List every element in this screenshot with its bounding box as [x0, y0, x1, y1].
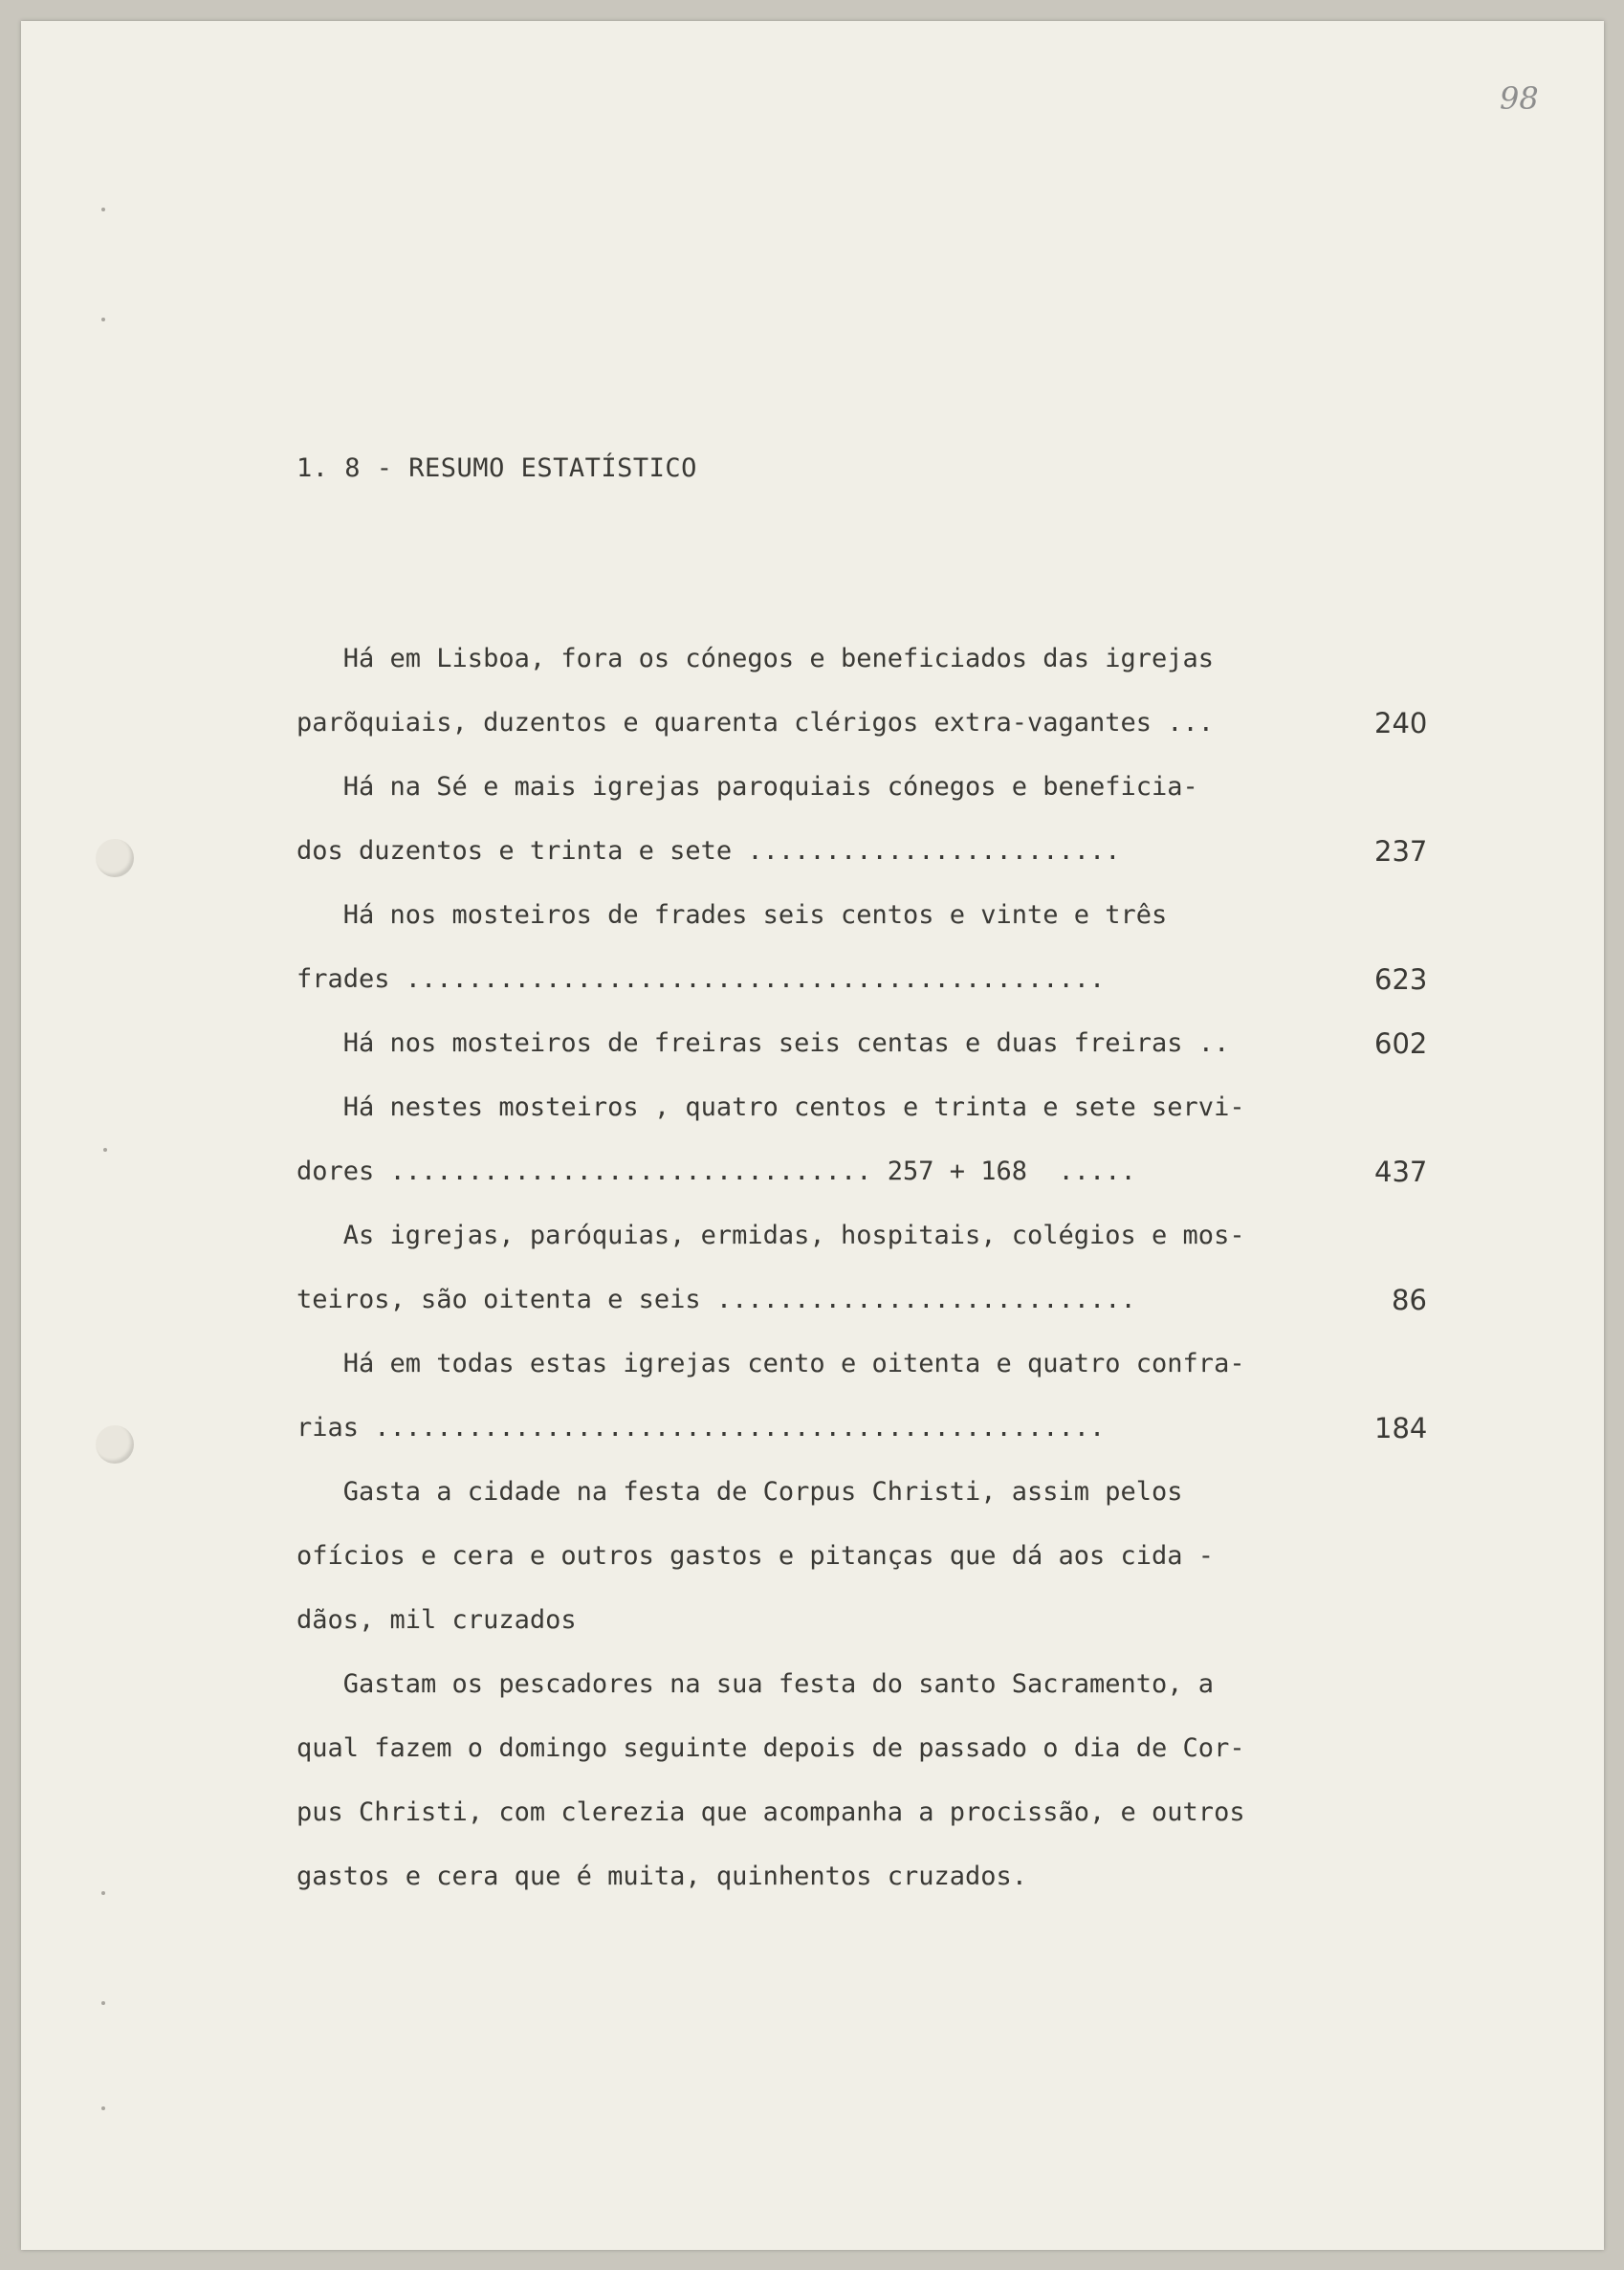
total-value: 623: [1374, 963, 1428, 996]
total-value: 184: [1374, 1412, 1428, 1444]
paper-speck: [101, 208, 105, 211]
document-page: [21, 21, 1604, 2250]
page-number: 98: [1500, 80, 1539, 117]
paper-speck: [101, 2106, 105, 2110]
text-line: gastos e cera que é muita, quinhentos cruzados.: [296, 1862, 1028, 1891]
text-line: qual fazem o domingo seguinte depois de passado o dia de Cor-: [296, 1733, 1245, 1763]
text-line: dãos, mil cruzados: [296, 1605, 577, 1635]
total-value: 237: [1374, 835, 1428, 868]
paper-speck: [101, 318, 105, 321]
text-line: Há nos mosteiros de freiras seis centas e duas freiras ..: [296, 1028, 1230, 1058]
punch-hole: [96, 1425, 134, 1464]
section-title: 1. 8 - RESUMO ESTATÍSTICO: [296, 453, 697, 483]
text-line: As igrejas, paróquias, ermidas, hospitais, colégios e mos-: [296, 1221, 1245, 1250]
text-line: pus Christi, com clerezia que acompanha a procissão, e outros: [296, 1797, 1245, 1827]
total-value: 240: [1374, 707, 1428, 739]
text-line: Gastam os pescadores na sua festa do santo Sacramento, a: [296, 1669, 1215, 1699]
text-line: Há nos mosteiros de frades seis centos e vinte e três: [296, 900, 1168, 930]
punch-hole: [96, 839, 134, 877]
text-line: frades .............................................: [296, 964, 1106, 994]
text-line: dos duzentos e trinta e sete ........................: [296, 836, 1121, 866]
text-line: parõquiais, duzentos e quarenta clérigos extra-vagantes ...: [296, 708, 1215, 738]
text-line: teiros, são oitenta e seis ...........................: [296, 1285, 1136, 1314]
text-line: dores ............................... 257 + 168 .....: [296, 1157, 1136, 1186]
paper-speck: [101, 1891, 105, 1895]
paper-speck: [101, 2001, 105, 2005]
text-line: Gasta a cidade na festa de Corpus Christi, assim pelos: [296, 1477, 1183, 1507]
text-line: Há na Sé e mais igrejas paroquiais cónegos e beneficia-: [296, 772, 1198, 802]
text-line: Há em Lisboa, fora os cónegos e beneficiados das igrejas: [296, 644, 1215, 673]
text-line: Há nestes mosteiros , quatro centos e trinta e sete servi-: [296, 1092, 1245, 1122]
total-value: 602: [1374, 1027, 1428, 1060]
text-line: Há em todas estas igrejas cento e oitenta e quatro confra-: [296, 1349, 1245, 1378]
text-line: ofícios e cera e outros gastos e pitanças que dá aos cida -: [296, 1541, 1215, 1571]
total-value: 86: [1392, 1284, 1427, 1316]
paper-speck: [103, 1148, 107, 1152]
total-value: 437: [1374, 1156, 1428, 1188]
text-line: rias ...............................................: [296, 1413, 1106, 1443]
